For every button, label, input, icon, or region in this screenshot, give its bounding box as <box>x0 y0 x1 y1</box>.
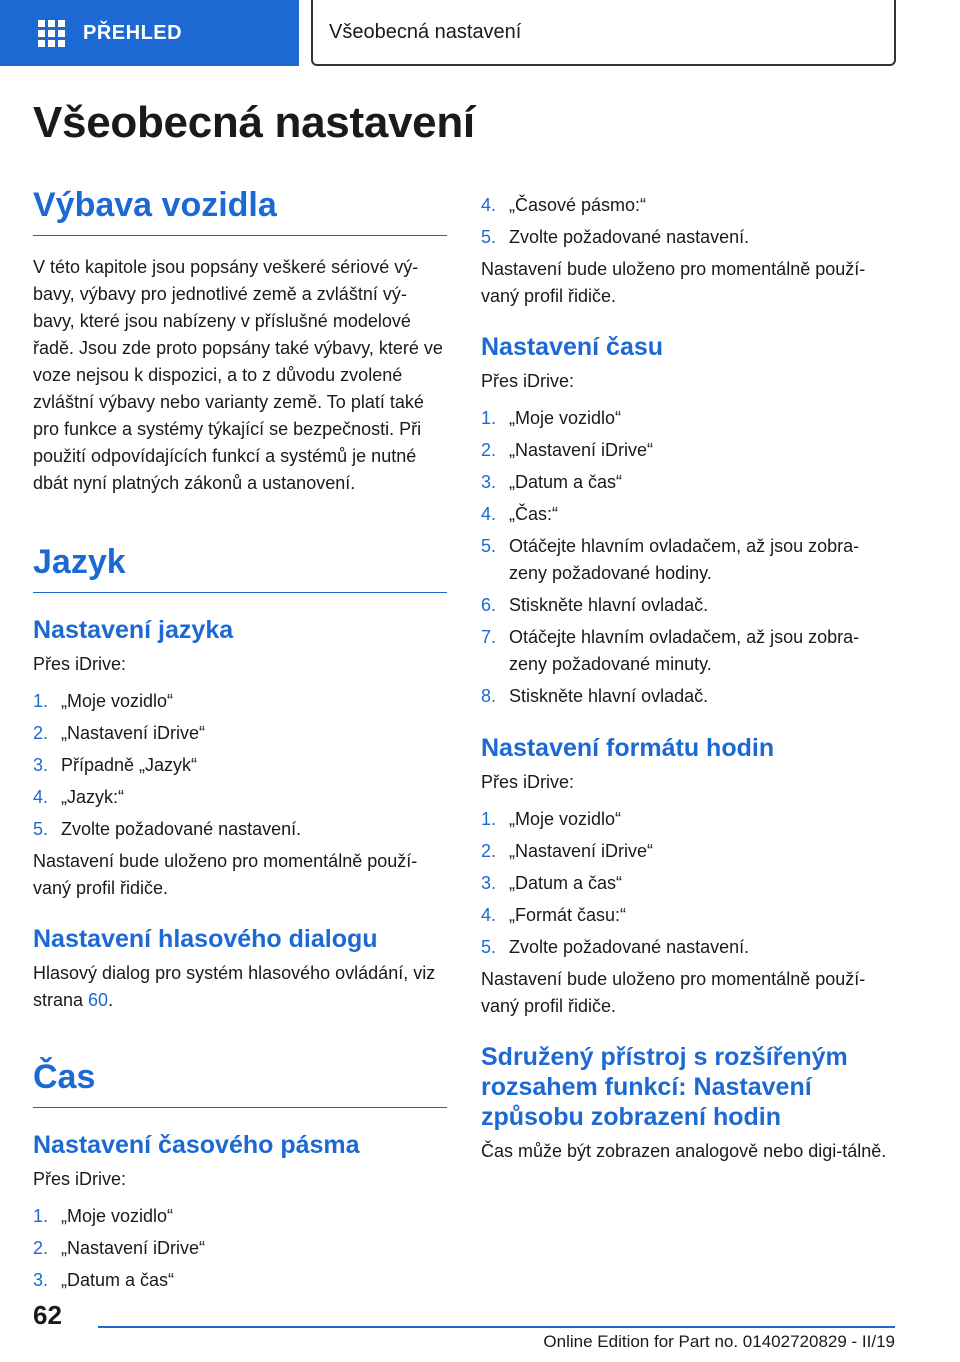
cas-steps <box>33 1203 447 1294</box>
list-item: 1. „Moje vozidlo“ <box>481 408 622 428</box>
format-intro: Přes iDrive: <box>481 772 575 792</box>
heading-nastaveni-casu: Nastavení času <box>481 333 664 361</box>
list-item: 4. „Časové pásmo:“ <box>481 195 647 215</box>
heading-vybava: Výbava vozidla <box>33 186 447 236</box>
heading-format-hodin: Nastavení formátu hodin <box>481 734 775 762</box>
footer-edition: Online Edition for Part no. 01402720829 - II/19 <box>543 1332 895 1351</box>
heading-nastaveni-jazyka: Nastavení jazyka <box>33 616 234 644</box>
grid-icon <box>38 20 65 47</box>
pasmo-note: Nastavení bude uloženo pro momentálně použí-vaný profil řidiče. <box>481 259 866 306</box>
jazyk-note: Nastavení bude uloženo pro momentálně použí-vaný profil řidiče. <box>33 851 418 898</box>
list-item: 6. Stiskněte hlavní ovladač. <box>481 595 709 615</box>
section-format <box>481 733 895 1020</box>
dialog-text: Hlasový dialog pro systém hlasového ovládání, viz strana 60. <box>33 963 436 1010</box>
section-cas <box>33 1058 447 1294</box>
casu-steps <box>481 405 895 710</box>
page-link[interactable]: 60 <box>88 990 109 1010</box>
page-number: 62 <box>33 1300 62 1330</box>
pasmo-steps <box>481 192 895 251</box>
list-item: 7. Otáčejte hlavním ovladačem, až jsou zobra-zeny požadované minuty. <box>481 627 860 674</box>
list-item: 3. „Datum a čas“ <box>481 472 623 492</box>
list-item: 1. „Moje vozidlo“ <box>33 691 174 711</box>
casu-intro: Přes iDrive: <box>481 371 575 391</box>
footer-divider <box>98 1326 895 1328</box>
heading-hlasovy-dialog: Nastavení hlasového dialogu <box>33 925 378 953</box>
list-item: 3. Případně „Jazyk“ <box>33 755 198 775</box>
heading-cas: Čas <box>33 1058 447 1108</box>
list-item: 2. „Nastavení iDrive“ <box>33 723 206 743</box>
heading-sdruzeny-pristroj: Sdružený přístroj s rozšířeným rozsahem funkcí: Nastavení způsobu zobrazení hodin <box>481 1043 848 1131</box>
jazyk-intro: Přes iDrive: <box>33 654 127 674</box>
section-vybava <box>33 186 447 497</box>
section-pasmo-cont <box>481 192 895 310</box>
list-item: 4. „Jazyk:“ <box>33 787 124 807</box>
section-sdruzeny <box>481 1042 895 1165</box>
jazyk-steps <box>33 688 447 843</box>
list-item: 4. „Formát času:“ <box>481 905 627 925</box>
page-title: Všeobecná nastavení <box>33 98 475 147</box>
list-item: 1. „Moje vozidlo“ <box>33 1206 174 1226</box>
sdruzeny-text: Čas může být zobrazen analogově nebo digi-tálně. <box>481 1141 887 1161</box>
section-jazyk <box>33 543 447 902</box>
section-dialog <box>33 924 447 1014</box>
heading-casove-pasmo: Nastavení časového pásma <box>33 1131 360 1159</box>
vybava-text: V této kapitole jsou popsány veškeré sériové vý-bavy, výbavy pro jednotlivé země a zvláštní vý-bavy, které jsou nabízeny v příslušné modelové řadě. Jsou zde proto popsány také výbavy, které ve voze nejsou k dispozici, a to z důvodu zvolené zvláštní výbavy nebo varianty země. To platí také pro funkce a systémy týkající se bezpečnosti. Při použití odpovídajících funkcí a systémů je nutné dbát nyní platných zákonů a ustanovení. <box>33 257 443 493</box>
list-item: 8. Stiskněte hlavní ovladač. <box>481 686 709 706</box>
top-bar <box>0 0 960 66</box>
list-item: 2. „Nastavení iDrive“ <box>481 440 654 460</box>
heading-jazyk: Jazyk <box>33 543 447 593</box>
right-column <box>481 186 895 1165</box>
format-note: Nastavení bude uloženo pro momentálně použí-vaný profil řidiče. <box>481 969 866 1016</box>
cas-intro: Přes iDrive: <box>33 1169 127 1189</box>
list-item: 5. Zvolte požadované nastavení. <box>481 937 750 957</box>
list-item: 2. „Nastavení iDrive“ <box>481 841 654 861</box>
list-item: 2. „Nastavení iDrive“ <box>33 1238 206 1258</box>
list-item: 4. „Čas:“ <box>481 504 558 524</box>
list-item: 3. „Datum a čas“ <box>481 873 623 893</box>
overview-label: PŘEHLED <box>83 21 183 44</box>
list-item: 5. Zvolte požadované nastavení. <box>481 227 750 247</box>
list-item: 1. „Moje vozidlo“ <box>481 809 622 829</box>
list-item: 3. „Datum a čas“ <box>33 1270 175 1290</box>
format-steps <box>481 806 895 961</box>
list-item: 5. Zvolte požadované nastavení. <box>33 819 302 839</box>
list-item: 5. Otáčejte hlavním ovladačem, až jsou zobra-zeny požadované hodiny. <box>481 536 860 583</box>
section-nastaveni-casu <box>481 332 895 733</box>
left-column <box>33 186 447 1299</box>
overview-button[interactable] <box>0 0 299 66</box>
section-tab[interactable]: Všeobecná nastavení <box>311 0 896 66</box>
